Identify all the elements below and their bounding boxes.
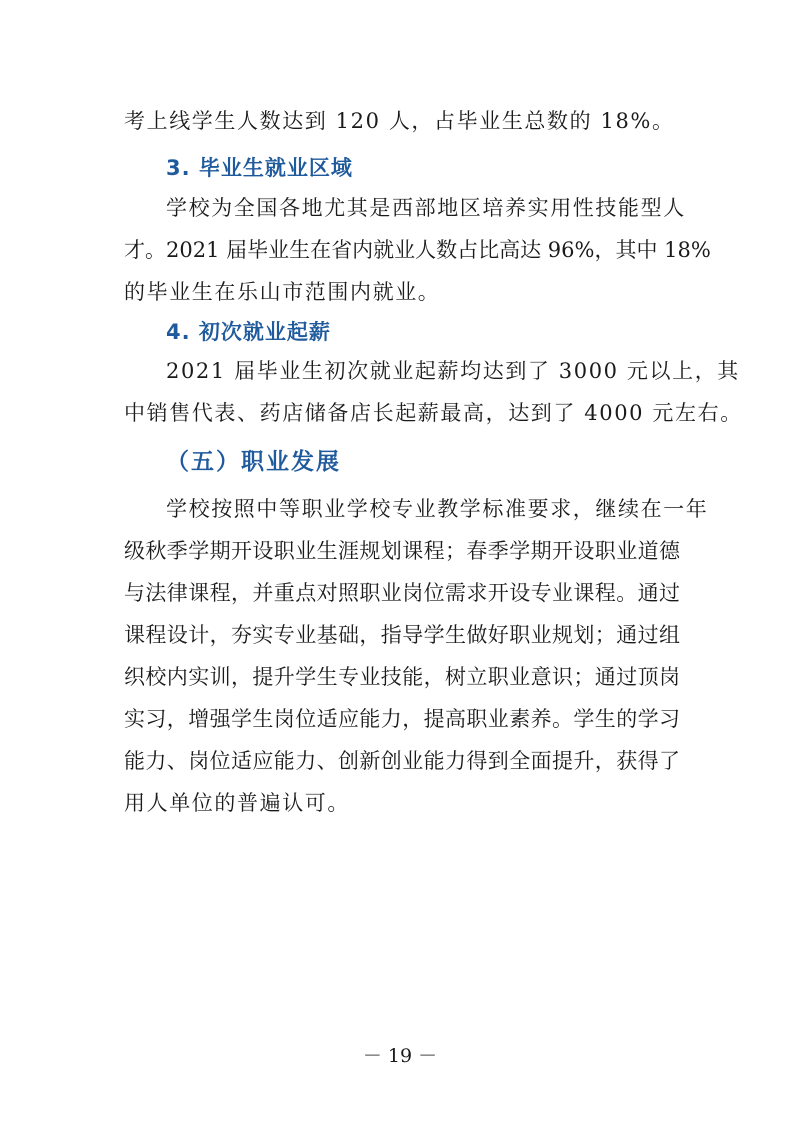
paragraph-line: 2021 届毕业生初次就业起薪均达到了 3000 元以上，其 (166, 359, 740, 383)
paragraph-line: 能力、岗位适应能力、创新创业能力得到全面提升，获得了 (124, 749, 680, 773)
page-number: － 19 － (362, 1045, 438, 1067)
paragraph-line: 的毕业生在乐山市范围内就业。 (124, 280, 441, 304)
paragraph-line: 实习，增强学生岗位适应能力，提高职业素养。学生的学习 (124, 707, 680, 731)
paragraph-line: 用人单位的普遍认可。 (124, 791, 350, 815)
paragraph-line: 中销售代表、药店储备店长起薪最高，达到了 4000 元左右。 (124, 401, 743, 425)
subheading-graduate-employment-region: 3. 毕业生就业区域 (166, 156, 353, 180)
paragraph-line: 级秋季学期开设职业生涯规划课程；春季学期开设职业道德 (124, 539, 680, 563)
paragraph-line: 课程设计，夯实专业基础，指导学生做好职业规划；通过组 (124, 623, 680, 647)
paragraph-line: 织校内实训，提升学生专业技能，树立职业意识；通过顶岗 (124, 665, 680, 689)
paragraph-line: 学校为全国各地尤其是西部地区培养实用性技能型人 (166, 196, 686, 220)
paragraph-line: 才。2021 届毕业生在省内就业人数占比高达 96%，其中 18% (124, 238, 711, 262)
section-heading-career-development: （五）职业发展 (166, 449, 341, 475)
paragraph-line: 与法律课程，并重点对照职业岗位需求开设专业课程。通过 (124, 581, 680, 605)
paragraph-line: 考上线学生人数达到 120 人，占毕业生总数的 18%。 (124, 109, 675, 133)
subheading-initial-salary: 4. 初次就业起薪 (166, 320, 331, 344)
paragraph-line: 学校按照中等职业学校专业教学标准要求，继续在一年 (166, 497, 709, 521)
